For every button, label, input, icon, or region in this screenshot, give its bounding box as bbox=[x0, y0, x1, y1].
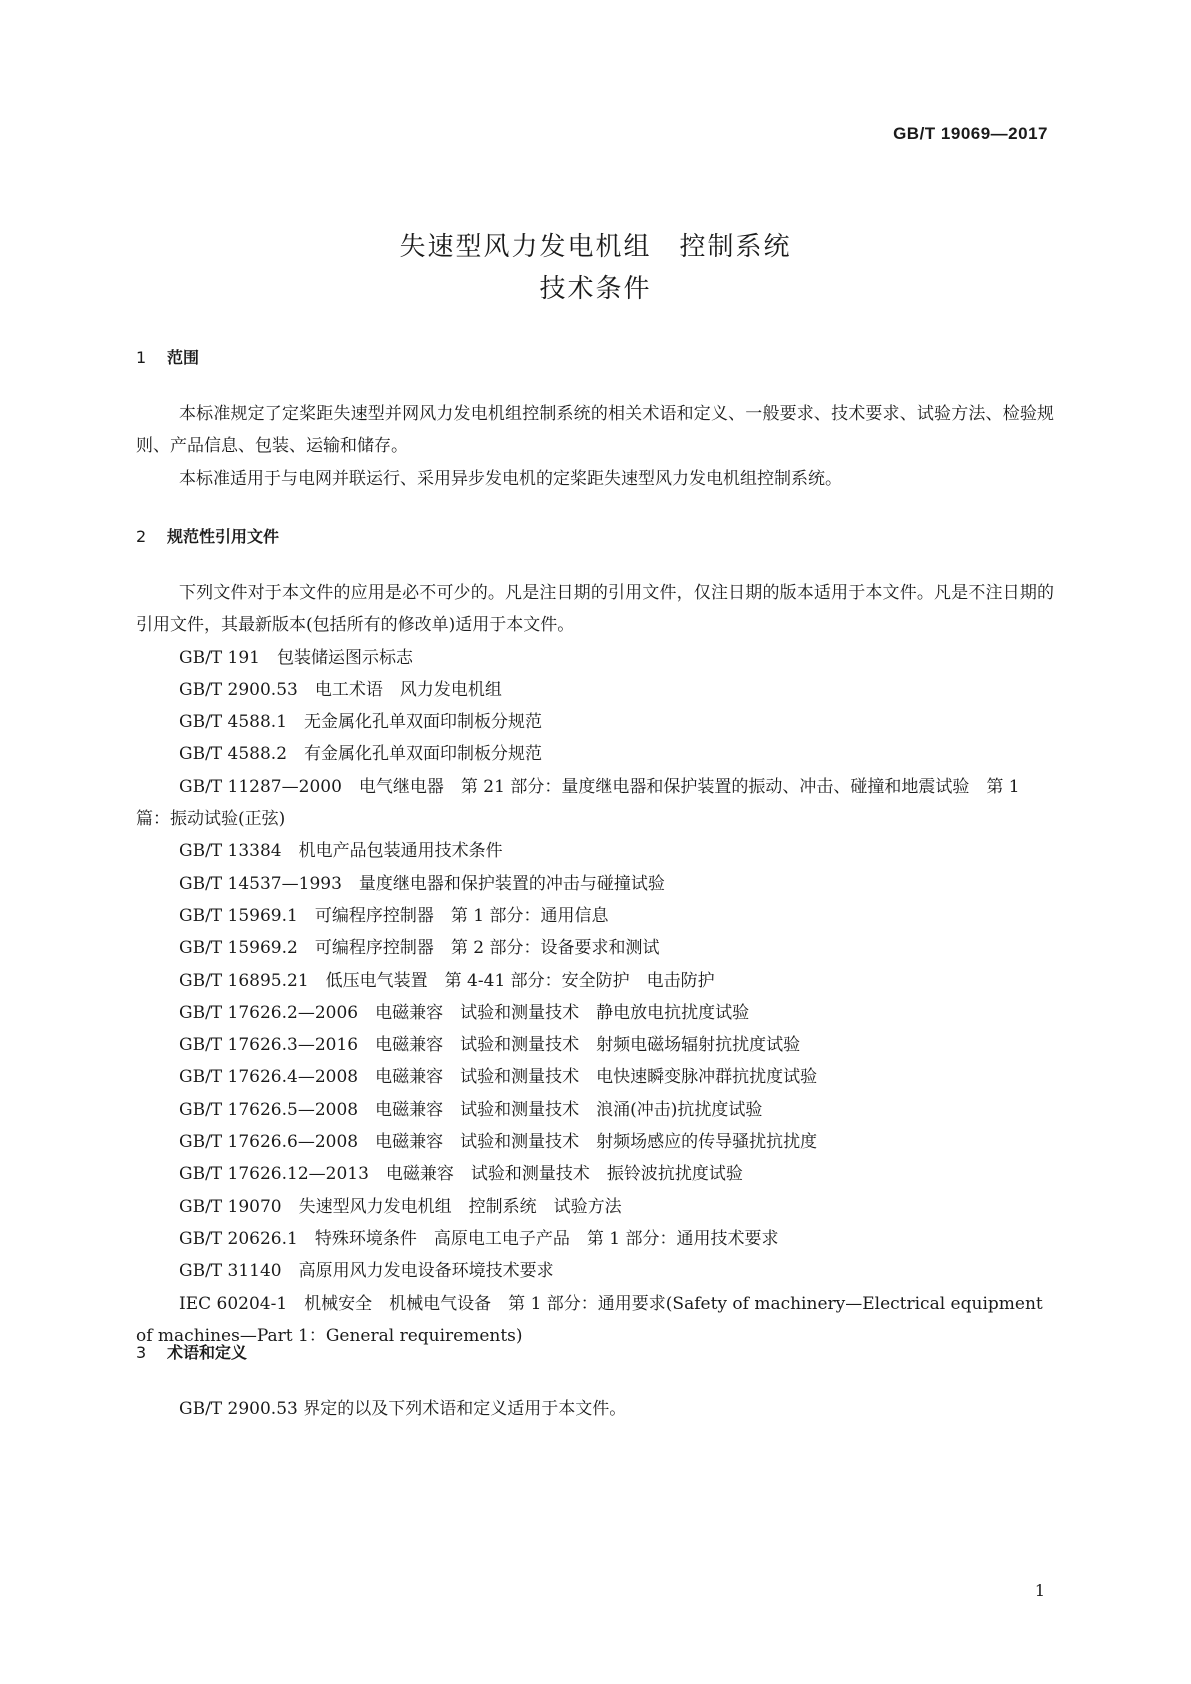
section-2-heading bbox=[136, 524, 279, 547]
section-2-body bbox=[136, 577, 1054, 1352]
reference-item: GB/T 17626.6—2008 电磁兼容 试验和测量技术 射频场感应的传导骚扰抗扰度 bbox=[179, 1132, 818, 1153]
reference-item: GB/T 31140 高原用风力发电设备环境技术要求 bbox=[179, 1261, 554, 1282]
reference-item: GB/T 15969.2 可编程序控制器 第 2 部分：设备要求和测试 bbox=[179, 938, 660, 959]
reference-item: GB/T 4588.2 有金属化孔单双面印制板分规范 bbox=[179, 744, 543, 765]
section-3-heading bbox=[136, 1340, 247, 1363]
reference-item: GB/T 19070 失速型风力发电机组 控制系统 试验方法 bbox=[179, 1196, 622, 1217]
reference-item: GB/T 17626.3—2016 电磁兼容 试验和测量技术 射频电磁场辐射抗扰度试验 bbox=[179, 1035, 801, 1056]
reference-item: IEC 60204-1 机械安全 机械电气设备 第 1 部分：通用要求(Safety of machinery—Electrical equipment of machines—Part 1：General requirements) bbox=[136, 1293, 1043, 1346]
title-line-2: 技术条件 bbox=[539, 274, 652, 304]
standard-code: GB/T 19069—2017 bbox=[893, 124, 1048, 143]
section-title: 范围 bbox=[167, 348, 200, 367]
reference-item: GB/T 17626.2—2006 电磁兼容 试验和测量技术 静电放电抗扰度试验 bbox=[179, 1002, 750, 1023]
page-number: 1 bbox=[1034, 1581, 1045, 1600]
reference-item: GB/T 20626.1 特殊环境条件 高原电工电子产品 第 1 部分：通用技术要求 bbox=[179, 1228, 779, 1249]
reference-item: GB/T 13384 机电产品包装通用技术条件 bbox=[179, 841, 503, 862]
paragraph: 本标准适用于与电网并联运行、采用异步发电机的定桨距失速型风力发电机组控制系统。 bbox=[179, 468, 842, 489]
reference-item: GB/T 17626.5—2008 电磁兼容 试验和测量技术 浪涌(冲击)抗扰度试验 bbox=[179, 1099, 763, 1120]
reference-item: GB/T 2900.53 电工术语 风力发电机组 bbox=[179, 679, 502, 700]
section-1-heading bbox=[136, 345, 199, 368]
reference-item: GB/T 17626.4—2008 电磁兼容 试验和测量技术 电快速瞬变脉冲群抗扰度试验 bbox=[179, 1067, 818, 1088]
section-number: 1 bbox=[136, 348, 147, 367]
section-number: 3 bbox=[136, 1343, 147, 1362]
reference-item: GB/T 191 包装储运图示标志 bbox=[179, 647, 413, 668]
reference-item: GB/T 15969.1 可编程序控制器 第 1 部分：通用信息 bbox=[179, 905, 609, 926]
reference-item: GB/T 17626.12—2013 电磁兼容 试验和测量技术 振铃波抗扰度试验 bbox=[179, 1164, 743, 1185]
reference-item: GB/T 11287—2000 电气继电器 第 21 部分：量度继电器和保护装置的振动、冲击、碰撞和地震试验 第 1 篇：振动试验(正弦) bbox=[136, 776, 1020, 830]
paragraph: GB/T 2900.53 界定的以及下列术语和定义适用于本文件。 bbox=[179, 1399, 627, 1419]
reference-item: GB/T 14537—1993 量度继电器和保护装置的冲击与碰撞试验 bbox=[179, 873, 665, 894]
reference-item: GB/T 4588.1 无金属化孔单双面印制板分规范 bbox=[179, 712, 543, 733]
reference-item: GB/T 16895.21 低压电气装置 第 4-41 部分：安全防护 电击防护 bbox=[179, 970, 715, 991]
section-3-body bbox=[136, 1393, 1054, 1425]
paragraph: 本标准规定了定桨距失速型并网风力发电机组控制系统的相关术语和定义、一般要求、技术要求、试验方法、检验规则、产品信息、包装、运输和储存。 bbox=[136, 404, 1054, 457]
section-title: 规范性引用文件 bbox=[167, 527, 280, 546]
paragraph: 下列文件对于本文件的应用是必不可少的。凡是注日期的引用文件，仅注日期的版本适用于本文件。凡是不注日期的引用文件，其最新版本(包括所有的修改单)适用于本文件。 bbox=[136, 583, 1054, 636]
title-line-1: 失速型风力发电机组 控制系统 bbox=[399, 232, 792, 262]
section-number: 2 bbox=[136, 527, 147, 546]
document-title bbox=[0, 226, 1191, 310]
section-1-body bbox=[136, 398, 1054, 495]
section-title: 术语和定义 bbox=[167, 1343, 248, 1362]
